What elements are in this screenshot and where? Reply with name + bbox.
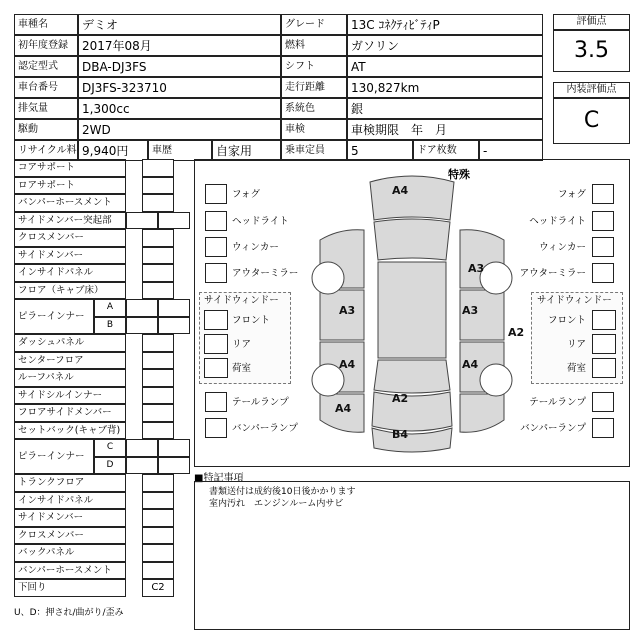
special-right-label-0: フォグ: [557, 189, 586, 200]
frame-checkbox-22[interactable]: [142, 544, 174, 562]
frame-sub-sub_ab-1: B: [94, 317, 126, 335]
special-left-label-3: アウターミラー: [232, 268, 299, 279]
frame-checkbox-8-1-0[interactable]: [126, 317, 158, 335]
frame-item-16: ピラーインナー: [14, 439, 94, 474]
spec-k2-4: 系統色: [281, 98, 347, 119]
frame-checkbox-0[interactable]: [142, 159, 174, 177]
wheel-front-right: [480, 262, 512, 294]
special-right-checkbox-0[interactable]: [592, 184, 614, 204]
special-right-label-3: アウターミラー: [519, 268, 586, 279]
frame-item-21: クロスメンバー: [14, 527, 126, 545]
side-window-left-label-0: フロント: [232, 315, 271, 326]
interior-rating-label: 内装評価点: [553, 82, 630, 98]
car-mark-a2-rear: A2: [392, 392, 409, 405]
frame-legend: U、D：押され/曲がり/歪み: [14, 608, 124, 618]
spec-last-v2: 5: [347, 140, 413, 161]
side-window-left-checkbox-2[interactable]: [204, 358, 228, 378]
frame-item-23: バンパーホースメント: [14, 562, 126, 580]
frame-checkbox-23[interactable]: [142, 562, 174, 580]
spec-k1-1: 初年度登録: [14, 35, 78, 56]
frame-checkbox-3-0-1[interactable]: [158, 212, 190, 230]
frame-checkbox-10[interactable]: [142, 334, 174, 352]
special-left-checkbox-0[interactable]: [205, 184, 227, 204]
frame-checkbox-6[interactable]: [142, 264, 174, 282]
spec-last-k_hist: 車歴: [148, 140, 212, 161]
side-window-left-title: サイドウィンドー: [204, 295, 279, 306]
side-window-left-label-2: 荷室: [232, 363, 252, 374]
spec-v2-2: AT: [347, 56, 543, 77]
car-mark-a4-right: A4: [462, 358, 479, 371]
spec-v2-1: ガソリン: [347, 35, 543, 56]
frame-item-2: バンパーホースメント: [14, 194, 126, 212]
special-right-label-2: ウィンカー: [539, 242, 586, 253]
side-window-right-label-1: リア: [566, 339, 586, 350]
spec-k1-5: 駆動: [14, 119, 78, 140]
car-right-rear-fender: [460, 394, 504, 432]
frame-item-12: ルーフパネル: [14, 369, 126, 387]
notes-box: [194, 481, 630, 630]
frame-checkbox-12[interactable]: [142, 369, 174, 387]
special-lower-left-checkbox-0[interactable]: [205, 392, 227, 412]
spec-k1-2: 認定型式: [14, 56, 78, 77]
frame-item-10: ダッシュパネル: [14, 334, 126, 352]
rating-label: 評価点: [553, 14, 630, 30]
frame-checkbox-13[interactable]: [142, 387, 174, 405]
frame-checkbox-2[interactable]: [142, 194, 174, 212]
frame-checkbox-1[interactable]: [142, 177, 174, 195]
special-lower-right-label-1: バンパーランプ: [520, 423, 586, 434]
special-left-checkbox-2[interactable]: [205, 237, 227, 257]
special-left-checkbox-3[interactable]: [205, 263, 227, 283]
spec-k1-4: 排気量: [14, 98, 78, 119]
car-mark-a4-rear-left: A4: [335, 402, 352, 415]
special-lower-right-checkbox-1[interactable]: [592, 418, 614, 438]
special-lower-left-label-1: バンパーランプ: [232, 423, 298, 434]
side-window-left-checkbox-1[interactable]: [204, 334, 228, 354]
frame-checkbox-5[interactable]: [142, 247, 174, 265]
note-line-2: 室内汚れ エンジンルーム内サビ: [209, 499, 344, 509]
frame-item-5: サイドメンバー: [14, 247, 126, 265]
special-left-label-1: ヘッドライト: [232, 216, 289, 227]
frame-checkbox-shitamawari[interactable]: C2: [142, 579, 174, 597]
special-lower-left-checkbox-1[interactable]: [205, 418, 227, 438]
rating-value: 3.5: [553, 30, 630, 72]
side-window-right-checkbox-2[interactable]: [592, 358, 616, 378]
frame-checkbox-3-0-0[interactable]: [126, 212, 158, 230]
frame-item-6: インサイドパネル: [14, 264, 126, 282]
frame-checkbox-16-0-1[interactable]: [158, 439, 190, 457]
car-mark-a2-right: A2: [508, 326, 525, 339]
frame-item-14: フロアサイドメンバー: [14, 404, 126, 422]
spec-last-k2: 乗車定員: [281, 140, 347, 161]
side-window-right-checkbox-0[interactable]: [592, 310, 616, 330]
car-rear-bumper: [372, 428, 452, 452]
frame-item-18: トランクフロア: [14, 474, 126, 492]
frame-item-20: サイドメンバー: [14, 509, 126, 527]
frame-checkbox-18[interactable]: [142, 474, 174, 492]
car-trunk: [372, 392, 452, 431]
frame-sub-sub_ab-0: A: [94, 299, 126, 317]
wheel-front-left: [312, 262, 344, 294]
frame-item-13: サイドシルインナー: [14, 387, 126, 405]
special-left-label-2: ウィンカー: [232, 242, 279, 253]
spec-k2-2: シフト: [281, 56, 347, 77]
special-left-checkbox-1[interactable]: [205, 211, 227, 231]
frame-checkbox-14[interactable]: [142, 404, 174, 422]
frame-checkbox-7[interactable]: [142, 282, 174, 300]
frame-sub-sub_cd-1: D: [94, 457, 126, 475]
side-window-left-label-1: リア: [232, 339, 252, 350]
frame-checkbox-21[interactable]: [142, 527, 174, 545]
spec-k2-3: 走行距離: [281, 77, 347, 98]
spec-last-v_hist: 自家用: [212, 140, 281, 161]
car-rear-window: [374, 360, 450, 393]
car-mark-a3-mirror: A3: [468, 262, 485, 275]
spec-k2-1: 燃料: [281, 35, 347, 56]
side-window-right-title: サイドウィンドー: [537, 295, 612, 306]
special-right-checkbox-1[interactable]: [592, 211, 614, 231]
special-lower-right-label-0: テールランプ: [529, 397, 586, 408]
frame-checkbox-15[interactable]: [142, 422, 174, 440]
interior-rating-value: C: [553, 98, 630, 144]
frame-checkbox-16-0-0[interactable]: [126, 439, 158, 457]
frame-checkbox-8-1-1[interactable]: [158, 317, 190, 335]
spec-v1-2: DBA-DJ3FS: [78, 56, 281, 77]
side-window-right-checkbox-1[interactable]: [592, 334, 616, 354]
frame-item-19: インサイドパネル: [14, 492, 126, 510]
car-hood: [370, 176, 454, 220]
side-window-left-checkbox-0[interactable]: [204, 310, 228, 330]
frame-item-8: ピラーインナー: [14, 299, 94, 334]
frame-checkbox-4[interactable]: [142, 229, 174, 247]
notes-title: ■特記事項: [194, 473, 244, 484]
frame-checkbox-19[interactable]: [142, 492, 174, 510]
frame-checkbox-16-1-1[interactable]: [158, 457, 190, 475]
frame-item-15: セットバック(キャブ背): [14, 422, 126, 440]
special-lower-left-label-0: テールランプ: [232, 397, 289, 408]
car-mark-front: A4: [392, 184, 409, 197]
frame-item-0: コアサポート: [14, 159, 126, 177]
frame-sub-sub_cd-0: C: [94, 439, 126, 457]
spec-k2-5: 車検: [281, 119, 347, 140]
spec-v1-5: 2WD: [78, 119, 281, 140]
frame-item-3: サイドメンバー突起部: [14, 212, 126, 230]
frame-item-22: バックパネル: [14, 544, 126, 562]
car-mark-rear: B4: [392, 428, 409, 441]
special-right-label-1: ヘッドライト: [529, 216, 586, 227]
spec-v2-4: 銀: [347, 98, 543, 119]
spec-k2-0: グレード: [281, 14, 347, 35]
frame-item-24: 下回り: [14, 579, 126, 597]
car-diagram: [300, 170, 524, 460]
spec-last-k1: リサイクル料: [14, 140, 78, 161]
car-windshield: [374, 219, 450, 260]
special-right-checkbox-2[interactable]: [592, 237, 614, 257]
spec-v1-0: デミオ: [78, 14, 281, 35]
car-mark-a4-left: A4: [339, 358, 356, 371]
spec-v1-3: DJ3FS-323710: [78, 77, 281, 98]
spec-last-v1: 9,940円: [78, 140, 148, 161]
spec-last-k_doors: ドア枚数: [413, 140, 479, 161]
side-window-right-label-0: フロント: [547, 315, 586, 326]
side-window-right-label-2: 荷室: [566, 363, 586, 374]
special-title: 特殊: [448, 168, 470, 181]
frame-item-4: クロスメンバー: [14, 229, 126, 247]
frame-item-11: センターフロア: [14, 352, 126, 370]
spec-v2-3: 130,827km: [347, 77, 543, 98]
car-roof: [378, 262, 446, 358]
spec-v2-0: 13C ｺﾈｸﾃｨﾋﾞﾃｨP: [347, 14, 543, 35]
spec-v1-4: 1,300cc: [78, 98, 281, 119]
frame-item-1: ロアサポート: [14, 177, 126, 195]
special-right-checkbox-3[interactable]: [592, 263, 614, 283]
frame-checkbox-11[interactable]: [142, 352, 174, 370]
spec-k1-0: 車種名: [14, 14, 78, 35]
frame-checkbox-8-0-1[interactable]: [158, 299, 190, 317]
frame-checkbox-8-0-0[interactable]: [126, 299, 158, 317]
car-mark-a3-left: A3: [339, 304, 356, 317]
spec-k1-3: 車台番号: [14, 77, 78, 98]
spec-v2-5: 車検期限 年 月: [347, 119, 543, 140]
special-left-label-0: フォグ: [232, 189, 261, 200]
note-line-1: 書類送付は成約後10日後かかります: [209, 487, 356, 497]
spec-last-v_doors: -: [479, 140, 543, 161]
frame-item-7: フロア（キャブ床）: [14, 282, 126, 300]
spec-v1-1: 2017年08月: [78, 35, 281, 56]
frame-checkbox-16-1-0[interactable]: [126, 457, 158, 475]
car-mark-a3-right: A3: [462, 304, 479, 317]
frame-checkbox-20[interactable]: [142, 509, 174, 527]
special-lower-right-checkbox-0[interactable]: [592, 392, 614, 412]
wheel-rear-right: [480, 364, 512, 396]
